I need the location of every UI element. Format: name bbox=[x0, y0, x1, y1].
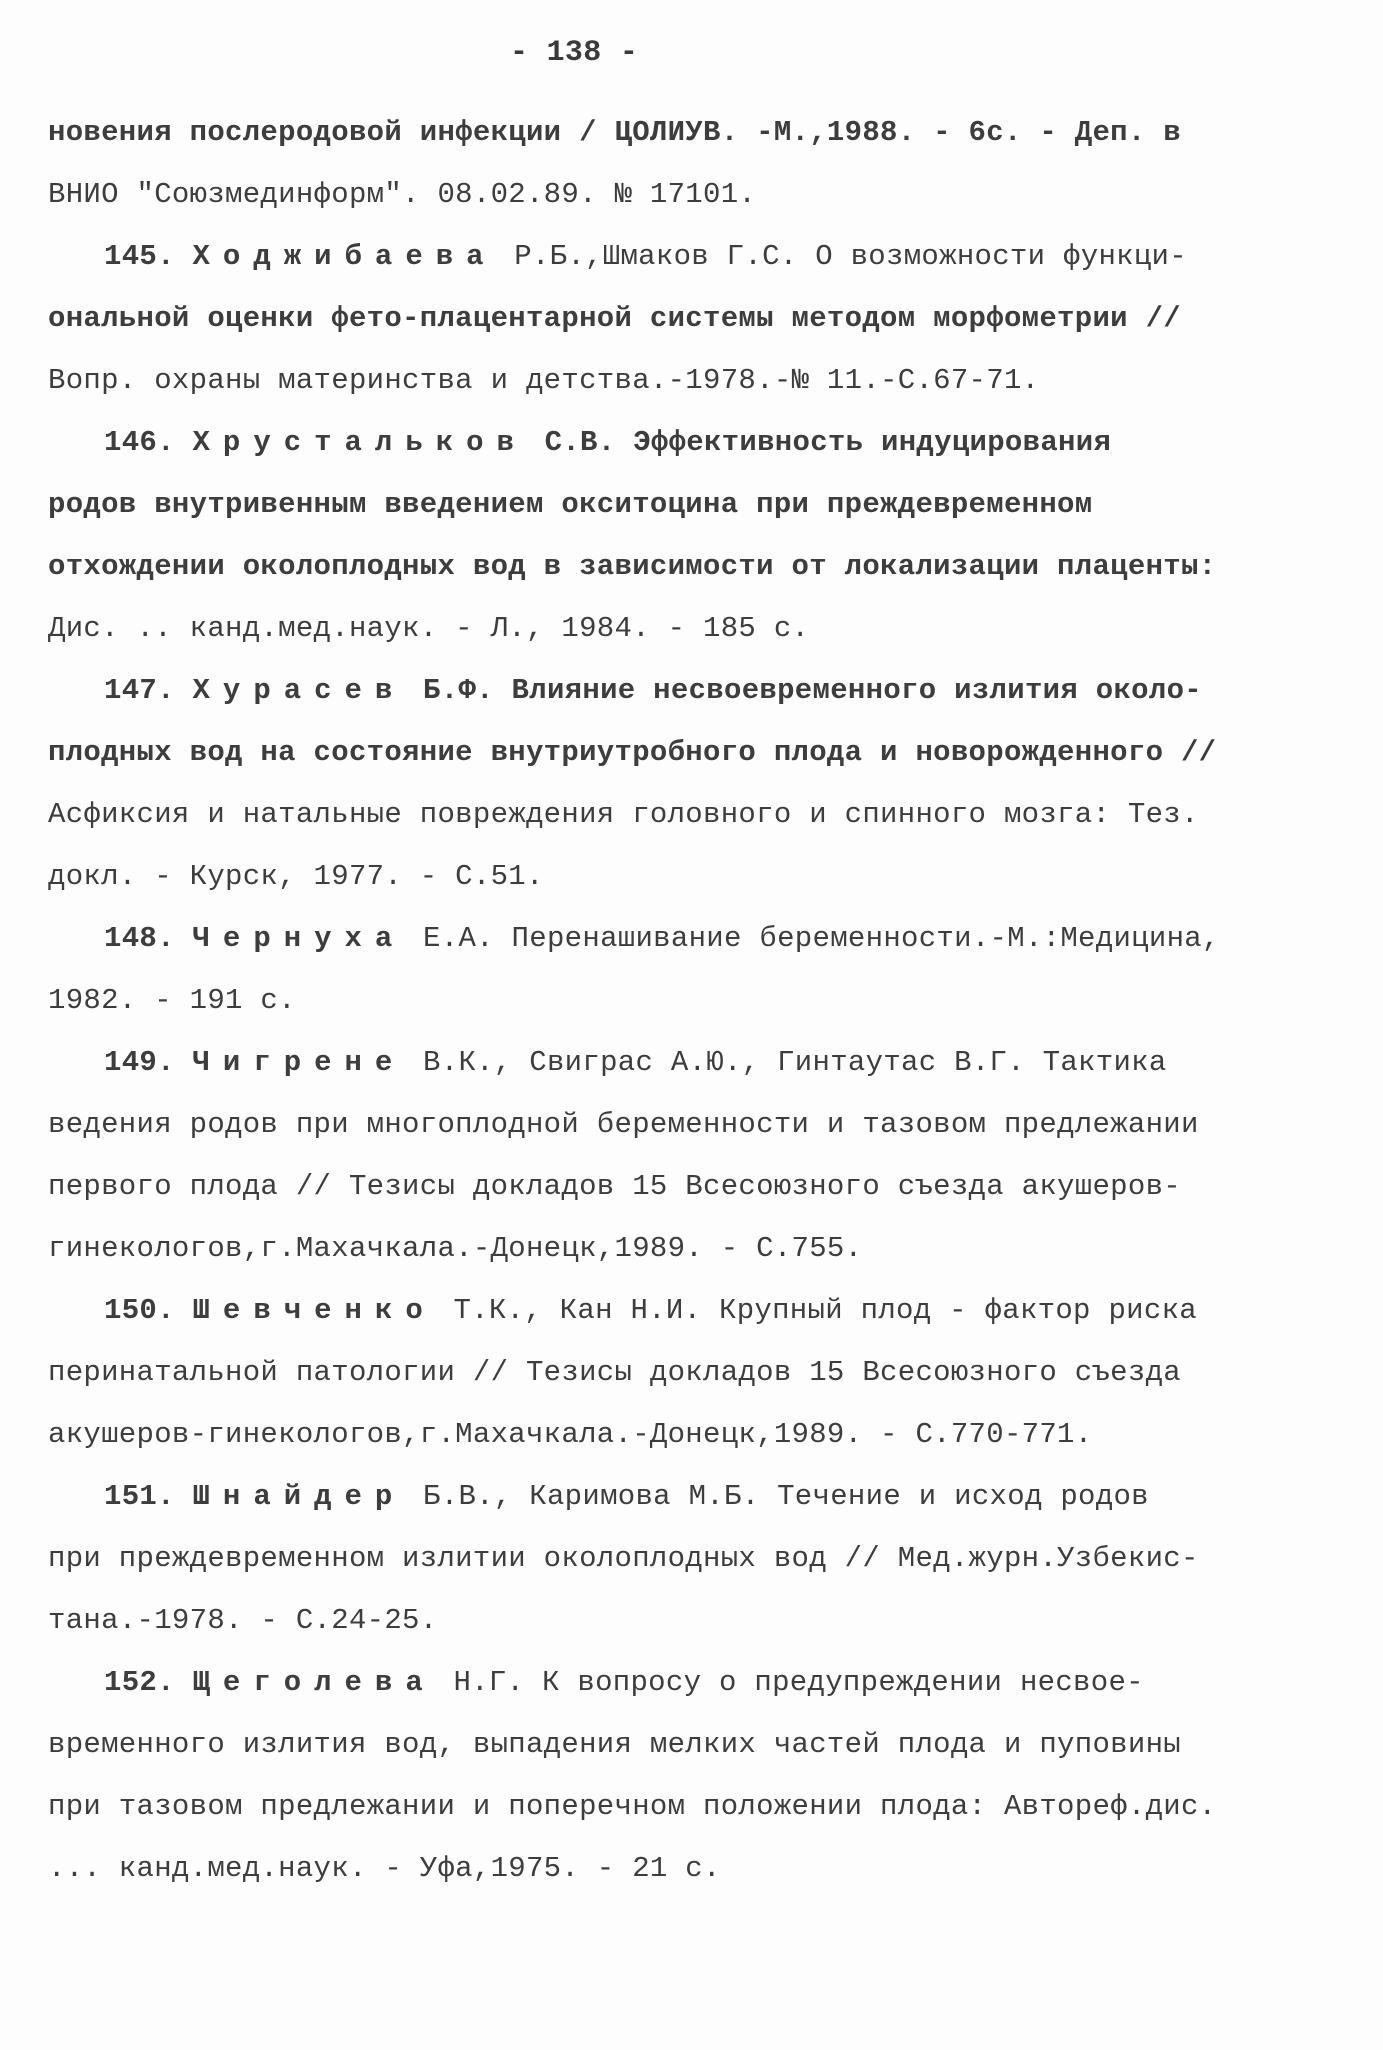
entry-number: 145. bbox=[104, 240, 175, 273]
entry-first-line bbox=[48, 412, 1338, 474]
bibliography-entry bbox=[48, 908, 1338, 1032]
entry-line: 1982. - 191 с. bbox=[48, 984, 296, 1017]
entry-line: Дис. .. канд.мед.наук. - Л., 1984. - 185 с. bbox=[48, 612, 810, 645]
entry-line: ... канд.мед.наук. - Уфа,1975. - 21 с. bbox=[48, 1852, 721, 1885]
entry-line: перинатальной патологии // Тезисы докладов 15 Всесоюзного съезда bbox=[48, 1356, 1181, 1389]
entry-line: временного излития вод, выпадения мелких частей плода и пуповины bbox=[48, 1728, 1181, 1761]
entry-line: родов внутривенным введением окситоцина при преждевременном bbox=[48, 488, 1093, 521]
entry-number: 146. bbox=[104, 426, 175, 459]
entry-line: ведения родов при многоплодной беременности и тазовом предлежании bbox=[48, 1108, 1199, 1141]
entry-number: 151. bbox=[104, 1480, 175, 1513]
entry-line: Вопр. охраны материнства и детства.-1978.-№ 11.-С.67-71. bbox=[48, 364, 1040, 397]
bibliography-entry bbox=[48, 1032, 1338, 1280]
entry-author: Чигрене bbox=[192, 1046, 406, 1079]
entry-number: 149. bbox=[104, 1046, 175, 1079]
entry-number: 150. bbox=[104, 1294, 175, 1327]
entry-line: акушеров-гинекологов,г.Махачкала.-Донецк,1989. - С.770-771. bbox=[48, 1418, 1093, 1451]
entry-line: ВНИО "Союзмединформ". 08.02.89. № 17101. bbox=[48, 178, 757, 211]
bibliography-entry bbox=[48, 1466, 1338, 1652]
entry-first-rest: Б.Ф. Влияние несвоевременного излития около- bbox=[423, 674, 1202, 707]
entry-number: 147. bbox=[104, 674, 175, 707]
entry-author: Шевченко bbox=[192, 1294, 436, 1327]
entry-first-line bbox=[48, 1032, 1338, 1094]
bibliography-entry bbox=[48, 226, 1338, 412]
entry-first-rest: Н.Г. К вопросу о предупреждении несвое- bbox=[453, 1666, 1144, 1699]
entry-author: Хурасев bbox=[192, 674, 406, 707]
entry-line: плодных вод на состояние внутриутробного плода и новорожденного // bbox=[48, 736, 1217, 769]
entry-author: Чернуха bbox=[192, 922, 406, 955]
entry-line: при преждевременном излитии околоплодных вод // Мед.журн.Узбекис- bbox=[48, 1542, 1199, 1575]
entry-line: отхождении околоплодных вод в зависимости от локализации плаценты: bbox=[48, 550, 1217, 583]
entry-first-rest: Р.Б.,Шмаков Г.С. О возможности функци- bbox=[514, 240, 1187, 273]
entry-author: Шнайдер bbox=[192, 1480, 406, 1513]
entry-first-line bbox=[48, 660, 1338, 722]
entry-first-rest: С.В. Эффективность индуцирования bbox=[544, 426, 1112, 459]
entry-line: при тазовом предлежании и поперечном положении плода: Автореф.дис. bbox=[48, 1790, 1217, 1823]
entry-number: 148. bbox=[104, 922, 175, 955]
entry-author: Ходжибаева bbox=[192, 240, 497, 273]
entry-line: докл. - Курск, 1977. - С.51. bbox=[48, 860, 544, 893]
entry-line: ональной оценки фето-плацентарной системы методом морфометрии // bbox=[48, 302, 1181, 335]
entry-author: Щеголева bbox=[192, 1666, 436, 1699]
bibliography-entry bbox=[48, 660, 1338, 908]
entry-line: первого плода // Тезисы докладов 15 Всесоюзного съезда акушеров- bbox=[48, 1170, 1181, 1203]
entry-first-line bbox=[48, 1652, 1338, 1714]
page-number: - 138 - bbox=[510, 36, 639, 70]
entry-number: 152. bbox=[104, 1666, 175, 1699]
bibliography-entry-continuation bbox=[48, 102, 1338, 226]
entry-line: новения послеродовой инфекции / ЦОЛИУВ. -М.,1988. - 6с. - Деп. в bbox=[48, 116, 1181, 149]
entry-author: Хрустальков bbox=[192, 426, 527, 459]
entry-line: Асфиксия и натальные повреждения головного и спинного мозга: Тез. bbox=[48, 798, 1199, 831]
entry-line: тана.-1978. - С.24-25. bbox=[48, 1604, 438, 1637]
bibliography-entry bbox=[48, 1280, 1338, 1466]
entry-first-rest: В.К., Свиграс А.Ю., Гинтаутас В.Г. Тактика bbox=[423, 1046, 1167, 1079]
entry-first-line bbox=[48, 1280, 1338, 1342]
entry-first-line bbox=[48, 908, 1338, 970]
bibliography-list bbox=[48, 102, 1338, 1900]
entry-first-line bbox=[48, 1466, 1338, 1528]
entry-first-rest: Т.К., Кан Н.И. Крупный плод - фактор риска bbox=[453, 1294, 1197, 1327]
entry-first-rest: Е.А. Перенашивание беременности.-М.:Медицина, bbox=[423, 922, 1220, 955]
entry-first-line bbox=[48, 226, 1338, 288]
entry-line: гинекологов,г.Махачкала.-Донецк,1989. - С.755. bbox=[48, 1232, 863, 1265]
bibliography-entry bbox=[48, 1652, 1338, 1900]
bibliography-entry bbox=[48, 412, 1338, 660]
entry-first-rest: Б.В., Каримова М.Б. Течение и исход родов bbox=[423, 1480, 1149, 1513]
